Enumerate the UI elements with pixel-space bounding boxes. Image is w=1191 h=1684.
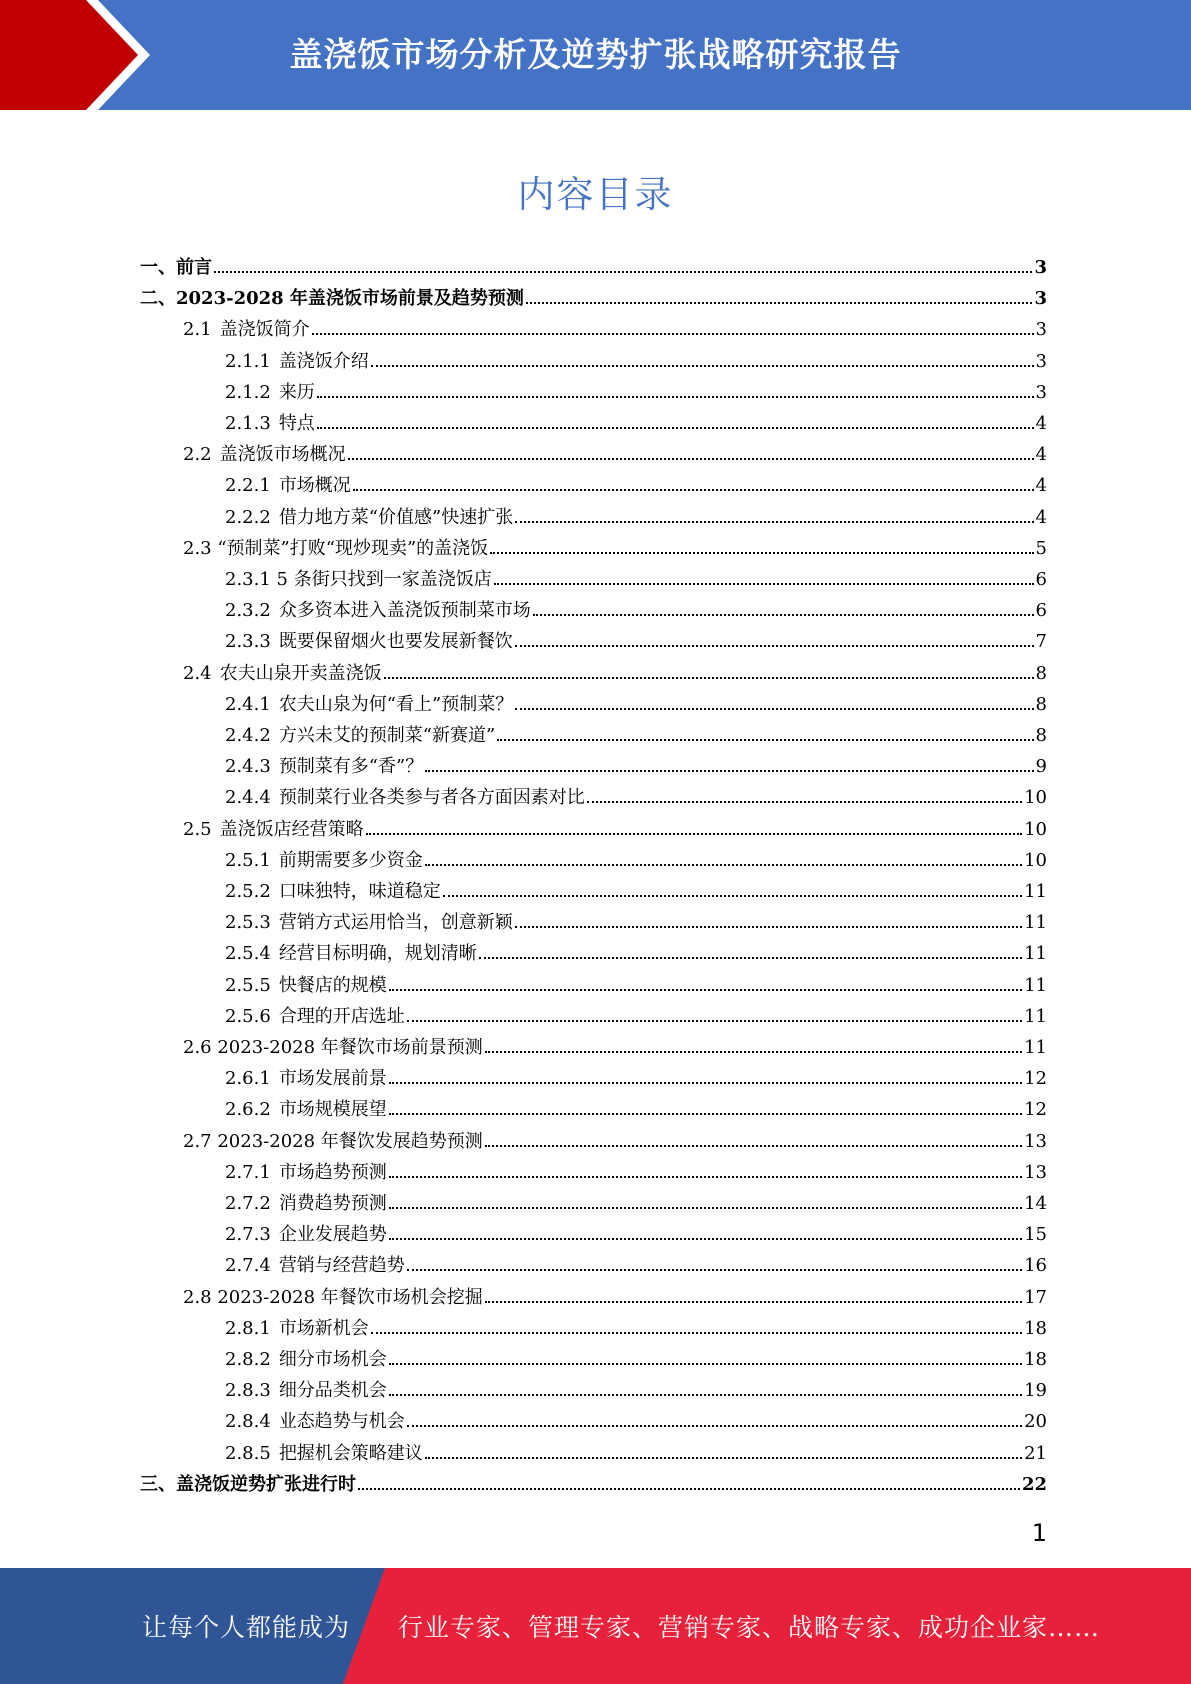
toc-entry-page: 11 xyxy=(1024,881,1047,902)
toc-entry-page: 18 xyxy=(1024,1317,1047,1339)
toc-entry[interactable] xyxy=(225,409,1047,440)
toc-entry-page: 3 xyxy=(1035,350,1047,372)
toc-dot-leader xyxy=(515,912,1022,928)
toc-entry-text: 农夫山泉为何“看上”预制菜？ xyxy=(278,693,514,715)
toc-entry[interactable] xyxy=(225,1251,1047,1282)
toc-entry-text: 预制菜行业各类参与者各方面因素对比 xyxy=(278,787,585,809)
toc-entry-text: 方兴未艾的预制菜“新赛道” xyxy=(278,725,496,746)
toc-dot-leader xyxy=(312,319,1034,335)
footer-slogan-left: 让每个人都能成为 xyxy=(142,1613,351,1642)
toc-dot-leader xyxy=(371,1318,1022,1334)
toc-entry-number: 2.6.1 xyxy=(225,1068,271,1090)
toc-entry-page: 4 xyxy=(1035,475,1047,497)
toc-dot-leader xyxy=(389,1193,1022,1209)
toc-entry-text: 盖浇饭介绍 xyxy=(278,350,369,372)
toc-entry-number: 2.4.4 xyxy=(225,787,271,809)
toc-entry-number: 2.1.2 xyxy=(225,381,271,403)
toc-entry-text: 企业发展趋势 xyxy=(278,1224,387,1246)
toc-entry-page: 6 xyxy=(1035,600,1047,622)
toc-entry[interactable] xyxy=(140,284,1047,315)
toc-entry-number: 2.5 xyxy=(183,818,212,840)
toc-entry[interactable] xyxy=(225,690,1047,721)
toc-dot-leader xyxy=(515,507,1033,523)
toc-entry-number: 2.5.1 xyxy=(225,849,271,871)
toc-entry-text: 口味独特，味道稳定 xyxy=(278,881,441,902)
toc-entry-page: 3 xyxy=(1034,257,1047,278)
toc-dot-leader xyxy=(371,351,1034,367)
toc-entry[interactable] xyxy=(225,565,1047,596)
toc-entry-number: 2.5.4 xyxy=(225,943,271,965)
toc-entry-number: 2.5.2 xyxy=(225,881,271,902)
toc-entry-page: 18 xyxy=(1024,1349,1047,1370)
toc-entry[interactable] xyxy=(225,596,1047,627)
toc-entry-text: 既要保留烟火也要发展新餐饮 xyxy=(278,631,513,653)
toc-entry-page: 13 xyxy=(1024,1161,1047,1183)
toc-entry-page: 12 xyxy=(1024,1068,1047,1090)
toc-heading: 内容目录 xyxy=(517,173,674,216)
toc-dot-leader xyxy=(389,1224,1022,1240)
toc-entry[interactable] xyxy=(225,939,1047,970)
toc-entry[interactable] xyxy=(225,1220,1047,1251)
toc-entry[interactable] xyxy=(225,1376,1047,1407)
toc-dot-leader xyxy=(490,538,1033,554)
toc-entry-number: 2.7.2 xyxy=(225,1193,271,1214)
toc-entry-text: 把握机会策略建议 xyxy=(278,1442,423,1464)
toc-entry-text: 营销与经营趋势 xyxy=(278,1255,405,1277)
toc-entry-text: 盖浇饭市场概况 xyxy=(219,444,346,466)
toc-entry-number: 2.5.5 xyxy=(225,974,271,996)
toc-entry-page: 8 xyxy=(1035,693,1047,715)
toc-dot-leader xyxy=(317,413,1034,429)
toc-entry-number: 2.7.1 xyxy=(225,1161,271,1183)
toc-entry[interactable] xyxy=(225,1095,1047,1126)
toc-entry-number: 2.8.5 xyxy=(225,1442,271,1464)
toc-dot-leader xyxy=(497,725,1033,741)
toc-entry-page: 11 xyxy=(1024,943,1047,965)
toc-entry-number: 2.4.2 xyxy=(225,725,271,746)
toc-entry[interactable] xyxy=(225,1439,1047,1470)
toc-dot-leader xyxy=(515,631,1034,647)
toc-entry-text: 市场趋势预测 xyxy=(278,1161,387,1183)
toc-dot-leader xyxy=(389,975,1022,991)
toc-entry[interactable] xyxy=(183,1033,1047,1064)
toc-dot-leader xyxy=(389,1099,1022,1115)
toc-dot-leader xyxy=(389,1068,1022,1084)
toc-entry[interactable] xyxy=(183,315,1047,346)
toc-entry-text: 市场发展前景 xyxy=(278,1068,387,1090)
toc-entry-number: 2.3.2 xyxy=(225,600,271,622)
toc-entry-page: 8 xyxy=(1035,725,1047,746)
toc-entry-text: 众多资本进入盖浇饭预制菜市场 xyxy=(278,600,531,622)
toc-entry-page: 3 xyxy=(1035,381,1047,403)
toc-dot-leader xyxy=(443,881,1022,897)
toc-entry-text: 一、前言 xyxy=(140,257,212,278)
toc-entry-text: 市场新机会 xyxy=(278,1317,369,1339)
toc-dot-leader xyxy=(425,756,1033,772)
toc-entry-text: 市场概况 xyxy=(278,475,351,497)
toc-entry-page: 11 xyxy=(1024,912,1047,934)
toc-dot-leader xyxy=(407,1006,1022,1022)
toc-entry-page: 4 xyxy=(1035,413,1047,434)
toc-entry-page: 4 xyxy=(1035,506,1047,528)
toc-entry[interactable] xyxy=(225,1314,1047,1345)
toc-entry-page: 11 xyxy=(1024,974,1047,996)
toc-entry-page: 11 xyxy=(1024,1005,1047,1027)
toc-entry-page: 22 xyxy=(1021,1473,1047,1495)
toc-entry-page: 12 xyxy=(1024,1099,1047,1121)
toc-entry-page: 6 xyxy=(1035,569,1047,590)
toc-entry-page: 9 xyxy=(1035,756,1047,778)
toc-entry-page: 4 xyxy=(1035,444,1047,466)
toc-dot-leader xyxy=(407,1255,1022,1271)
toc-entry[interactable] xyxy=(225,471,1047,502)
footer-banner xyxy=(0,1568,1191,1684)
page-number: 1 xyxy=(1031,1519,1047,1547)
toc-entry-number: 2.1.3 xyxy=(225,413,271,434)
toc-entry-number: 2.3.3 xyxy=(225,631,271,653)
toc-dot-leader xyxy=(425,1443,1022,1459)
toc-entry-page: 21 xyxy=(1024,1442,1047,1464)
toc-dot-leader xyxy=(389,1380,1022,1396)
toc-entry-number: 2.2.1 xyxy=(225,475,271,497)
toc-entry-number: 2.8.3 xyxy=(225,1380,271,1402)
toc-entry-number: 2.7.4 xyxy=(225,1255,271,1277)
toc-entry-page: 11 xyxy=(1024,1037,1047,1058)
toc-entry-page: 16 xyxy=(1024,1255,1047,1277)
toc-entry-number: 2.8.4 xyxy=(225,1411,271,1433)
toc-entry[interactable] xyxy=(225,1407,1047,1438)
toc-dot-leader xyxy=(389,1162,1022,1178)
toc-entry-text: 细分品类机会 xyxy=(278,1380,387,1402)
toc-dot-leader xyxy=(353,475,1034,491)
toc-entry-text: 2.8 2023-2028 年餐饮市场机会挖掘 xyxy=(183,1286,483,1308)
toc-entry[interactable] xyxy=(225,627,1047,658)
toc-entry-number: 2.5.6 xyxy=(225,1005,271,1027)
toc-entry-page: 10 xyxy=(1024,849,1047,871)
toc-entry[interactable] xyxy=(183,815,1047,846)
toc-entry[interactable] xyxy=(183,1127,1047,1158)
toc-entry-text: 2.6 2023-2028 年餐饮市场前景预测 xyxy=(183,1037,483,1058)
toc-entry-text: 合理的开店选址 xyxy=(278,1005,405,1027)
toc-entry-text: 2.7 2023-2028 年餐饮发展趋势预测 xyxy=(183,1130,483,1152)
toc-entry[interactable] xyxy=(225,721,1047,752)
toc-entry-text: 2.3.1 5 条街只找到一家盖浇饭店 xyxy=(225,569,492,590)
toc-dot-leader xyxy=(366,819,1022,835)
toc-entry-page: 13 xyxy=(1024,1130,1047,1152)
toc-entry-page: 3 xyxy=(1034,288,1047,310)
toc-dot-leader xyxy=(479,943,1022,959)
toc-entry[interactable] xyxy=(225,1189,1047,1220)
toc-entry-number: 2.8.1 xyxy=(225,1317,271,1339)
toc-entry-text: 营销方式运用恰当，创意新颖 xyxy=(278,912,513,934)
footer-slogan-right: 行业专家、管理专家、营销专家、战略专家、成功企业家…… xyxy=(398,1613,1101,1642)
toc-entry[interactable] xyxy=(183,1283,1047,1314)
toc-entry-text: 特点 xyxy=(278,413,315,434)
toc-entry-text: 前期需要多少资金 xyxy=(278,849,423,871)
toc-entry-text: 借力地方菜“价值感”快速扩张 xyxy=(278,506,514,528)
toc-entry[interactable] xyxy=(225,846,1047,877)
toc-dot-leader xyxy=(407,1411,1022,1427)
toc-entry-number: 2.7.3 xyxy=(225,1224,271,1246)
toc-entry-page: 10 xyxy=(1024,787,1047,809)
toc-entry-text: 2.3 “预制菜”打败“现炒现卖”的盖浇饭 xyxy=(183,537,489,559)
toc-entry-number: 2.1 xyxy=(183,319,212,341)
toc-entry[interactable] xyxy=(183,440,1047,471)
toc-entry[interactable] xyxy=(225,908,1047,939)
toc-entry-page: 5 xyxy=(1035,537,1047,559)
toc-entry[interactable] xyxy=(225,347,1047,378)
toc-entry[interactable] xyxy=(225,378,1047,409)
toc-entry-text: 快餐店的规模 xyxy=(278,974,387,996)
toc-entry-number: 2.5.3 xyxy=(225,912,271,934)
toc-entry-page: 15 xyxy=(1024,1224,1047,1246)
toc-entry-number: 2.2 xyxy=(183,444,212,466)
toc-entry[interactable] xyxy=(183,534,1047,565)
toc-entry-text: 农夫山泉开卖盖浇饭 xyxy=(219,662,382,684)
toc-dot-leader xyxy=(526,288,1033,304)
toc-dot-leader xyxy=(214,257,1032,273)
toc-entry-number: 2.4.1 xyxy=(225,693,271,715)
toc-entry-page: 10 xyxy=(1024,818,1047,840)
header-banner xyxy=(0,0,1191,110)
toc-dot-leader xyxy=(587,787,1022,803)
toc-entry-text: 市场规模展望 xyxy=(278,1099,387,1121)
toc-entry-text: 消费趋势预测 xyxy=(278,1193,387,1214)
toc-entry-text: 经营目标明确，规划清晰 xyxy=(278,943,477,965)
toc-dot-leader xyxy=(348,444,1034,460)
toc-entry-page: 8 xyxy=(1035,662,1047,684)
toc-entry-page: 19 xyxy=(1024,1380,1047,1402)
toc-entry[interactable] xyxy=(140,1470,1047,1501)
toc-entry-text: 盖浇饭简介 xyxy=(219,319,310,341)
toc-entry[interactable] xyxy=(225,503,1047,534)
toc-dot-leader xyxy=(358,1474,1020,1490)
toc-entry[interactable] xyxy=(225,971,1047,1002)
toc-entry-page: 17 xyxy=(1024,1286,1047,1308)
toc-dot-leader xyxy=(485,1037,1022,1053)
toc-entry[interactable] xyxy=(225,877,1047,908)
toc-entry-text: 盖浇饭店经营策略 xyxy=(219,818,364,840)
report-title: 盖浇饭市场分析及逆势扩张战略研究报告 xyxy=(289,34,902,74)
toc-entry[interactable] xyxy=(225,1002,1047,1033)
toc-entry-number: 2.4.3 xyxy=(225,756,271,778)
toc-entry[interactable] xyxy=(225,752,1047,783)
toc-entry[interactable] xyxy=(183,659,1047,690)
toc-entry-page: 3 xyxy=(1035,319,1047,341)
toc-dot-leader xyxy=(425,850,1022,866)
toc-dot-leader xyxy=(389,1349,1022,1365)
toc-entry-text: 细分市场机会 xyxy=(278,1349,387,1370)
toc-entry[interactable] xyxy=(225,1158,1047,1189)
toc-entry[interactable] xyxy=(225,783,1047,814)
toc-entry-text: 业态趋势与机会 xyxy=(278,1411,405,1433)
toc-entry-number: 2.4 xyxy=(183,662,212,684)
toc-entry-page: 14 xyxy=(1024,1193,1047,1214)
toc-entry-text: 预制菜有多“香”？ xyxy=(278,756,424,778)
toc-dot-leader xyxy=(317,382,1034,398)
toc-entry-number: 2.8.2 xyxy=(225,1349,271,1370)
toc-entry-text: 三、盖浇饭逆势扩张进行时 xyxy=(140,1473,356,1495)
toc-entry-page: 7 xyxy=(1035,631,1047,653)
toc-dot-leader xyxy=(485,1131,1022,1147)
toc-entry-number: 2.1.1 xyxy=(225,350,271,372)
toc-entry[interactable] xyxy=(140,253,1047,284)
toc-dot-leader xyxy=(515,694,1033,710)
toc-entry[interactable] xyxy=(225,1064,1047,1095)
toc-dot-leader xyxy=(533,600,1034,616)
toc-entry[interactable] xyxy=(225,1345,1047,1376)
toc-entry-number: 2.6.2 xyxy=(225,1099,271,1121)
toc-entry-page: 20 xyxy=(1024,1411,1047,1433)
toc-entry-text: 来历 xyxy=(278,381,315,403)
toc-dot-leader xyxy=(494,569,1034,585)
toc-entry-text: 二、2023-2028 年盖浇饭市场前景及趋势预测 xyxy=(140,288,524,310)
toc-dot-leader xyxy=(384,663,1034,679)
toc-dot-leader xyxy=(485,1287,1022,1303)
toc-entry-number: 2.2.2 xyxy=(225,506,271,528)
